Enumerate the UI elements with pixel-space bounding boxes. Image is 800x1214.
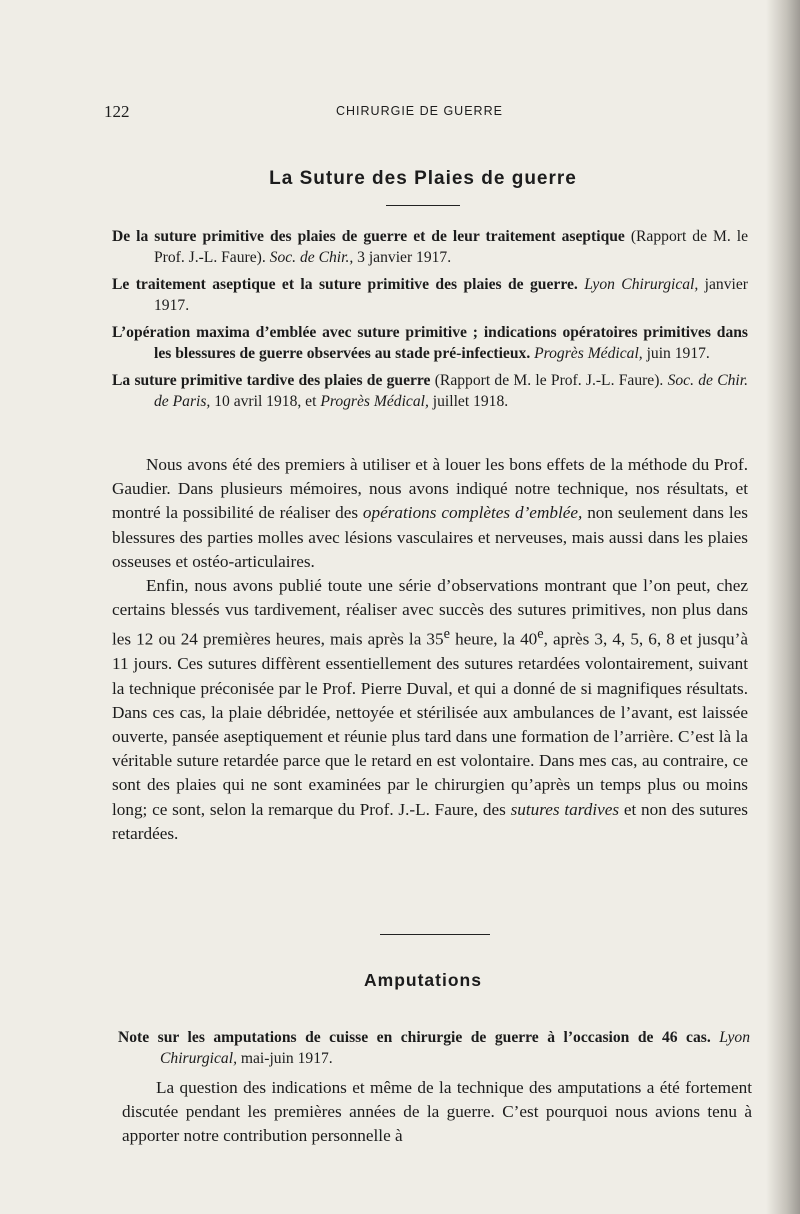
paragraph: La question des indications et même de la technique des amputations a été fortement discutée pendant les premières années de la guerre. C’est pourquoi nous avions tenu à apporter notre contribution personnelle à <box>122 1078 752 1146</box>
paragraph: Enfin, nous avons publié toute une série d’observations montrant que l’on peut, chez certains blessés vus tardivement, réaliser avec succès des sutures primitives, non plus dans les 12 ou 24 premières heures, mais après la 35e heure, la 40e, après 3, 4, 5, 6, 8 et jusqu’à 11 jours. Ces sutures diffèrent essentiellement des sutures retardées volontairement, suivant la technique préconisée par le Prof. Pierre Duval, et qui a donné de si magnifiques résultats. Dans ces cas, la plaie débridée, nettoyée et stérilisée aux ambulances de l’avant, est laissée ouverte, pansée aseptiquement et réunie plus tard dans une formation de l’arrière. C’est là la véritable suture retardée parce que le retard en est volontaire. Dans mes cas, au contraire, ce sont des plaies qui ne sont examinées par le chirurgien qu’après un temps plus ou moins long; ce sont, selon la remarque du Prof. J.-L. Faure, des sutures tardives et non des sutures retardées. <box>112 576 749 843</box>
section-divider <box>380 934 490 935</box>
paragraph: Nous avons été des premiers à utiliser et à louer les bons effets de la méthode du Prof. Gaudier. Dans plusieurs mémoires, nous avons indiqué notre technique, nos résultats, et montré la possibilité de réaliser des opérations complètes d’emblée, non seulement dans les blessures des parties molles avec lésions vasculaires et nerveuses, mais aussi dans les plaies osseuses et ostéo-articulaires. <box>112 455 748 571</box>
section-title-suture: La Suture des Plaies de guerre <box>269 168 577 189</box>
title-rule <box>386 205 460 206</box>
page-header <box>0 100 800 124</box>
body-text-suture <box>112 453 748 846</box>
reference-item: De la suture primitive des plaies de guerre et de leur traitement aseptique (Rapport de M. le Prof. J.-L. Faure). Soc. de Chir., 3 janvier 1917. <box>112 228 748 266</box>
reference-item: L’opération maxima d’emblée avec suture primitive ; indications opératoires primitives dans les blessures de guerre observées au stade pré-infectieux. Progrès Médical, juin 1917. <box>112 324 748 362</box>
page-number: 122 <box>104 102 130 121</box>
running-head: CHIRURGIE DE GUERRE <box>336 104 503 118</box>
section-title-amputations: Amputations <box>364 970 482 990</box>
reference-item: Note sur les amputations de cuisse en chirurgie de guerre à l’occasion de 46 cas. Lyon Chirurgical, mai-juin 1917. <box>118 1029 750 1067</box>
reference-list <box>112 226 748 418</box>
body-text-amputations <box>122 1076 752 1149</box>
reference-list <box>118 1027 750 1075</box>
reference-item: Le traitement aseptique et la suture primitive des plaies de guerre. Lyon Chirurgical, janvier 1917. <box>112 276 748 314</box>
reference-item: La suture primitive tardive des plaies de guerre (Rapport de M. le Prof. J.-L. Faure). Soc. de Chir. de Paris, 10 avril 1918, et Progrès Médical, juillet 1918. <box>112 372 748 410</box>
